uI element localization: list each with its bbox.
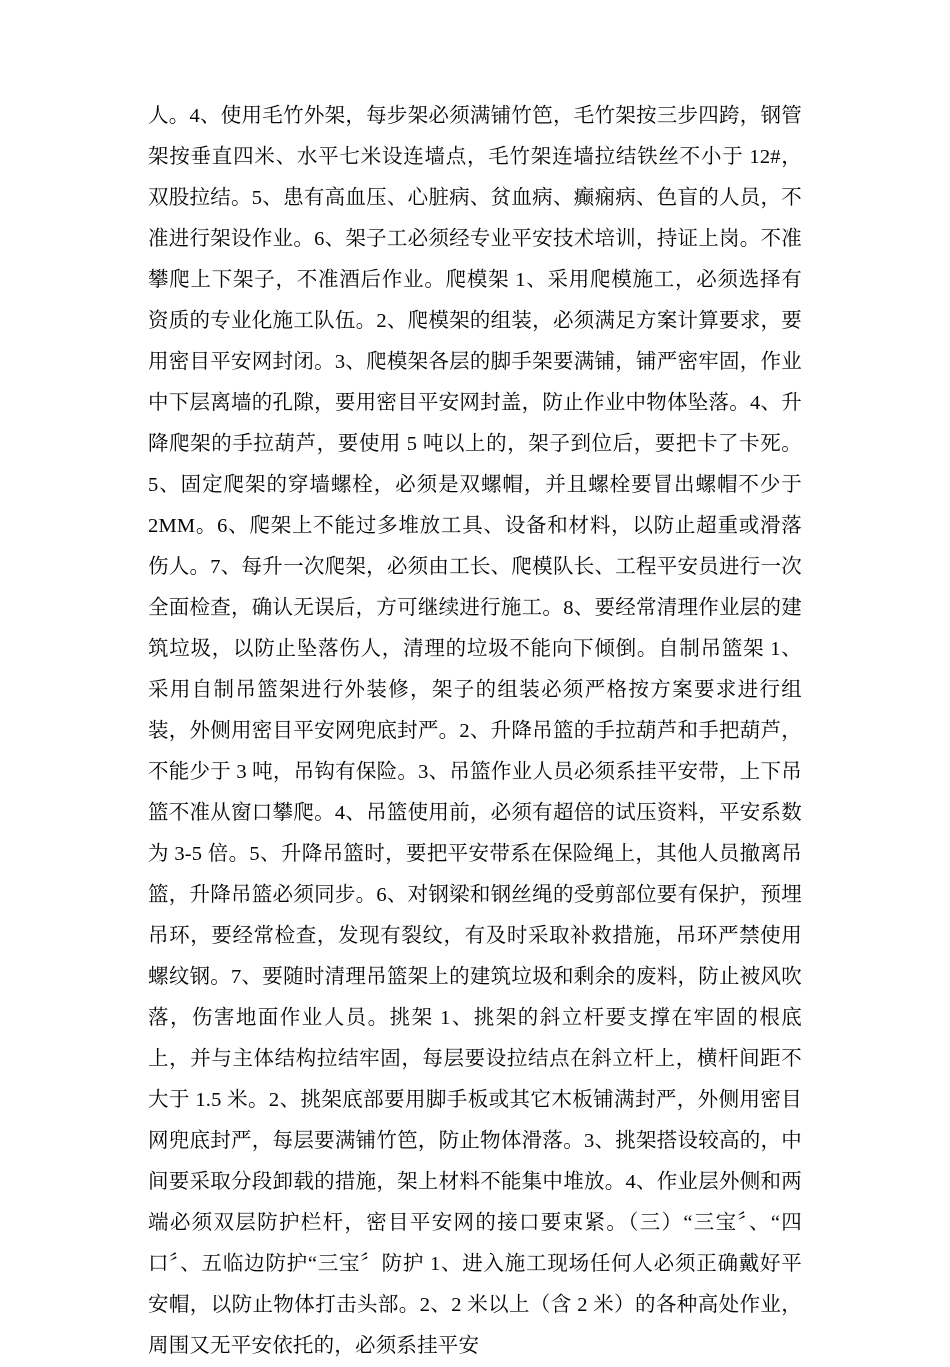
document-body-text (148, 96, 802, 1367)
body-paragraph: 人。4、使用毛竹外架，每步架必须满铺竹笆，毛竹架按三步四跨，钢管架按垂直四米、水平七米设连墙点，毛竹架连墙拉结铁丝不小于 12#，双股拉结。5、患有高血压、心脏病、贫血病、癫痫病、色盲的人员，不准进行架设作业。6、架子工必须经专业平安技术培训，持证上岗。不准攀爬上下架子，不准酒后作业。爬模架 1、采用爬模施工，必须选择有资质的专业化施工队伍。2、爬模架的组装，必须满足方案计算要求，要用密目平安网封闭。3、爬模架各层的脚手架要满铺，铺严密牢固，作业中下层离墙的孔隙，要用密目平安网封盖，防止作业中物体坠落。4、升降爬架的手拉葫芦，要使用 5 吨以上的，架子到位后，要把卡了卡死。5、固定爬架的穿墙螺栓，必须是双螺帽，并且螺栓要冒出螺帽不少于 2MM。6、爬架上不能过多堆放工具、设备和材料，以防止超重或滑落伤人。7、每升一次爬架，必须由工长、爬模队长、工程平安员进行一次全面检查，确认无误后，方可继续进行施工。8、要经常清理作业层的建筑垃圾，以防止坠落伤人，清理的垃圾不能向下倾倒。自制吊篮架 1、采用自制吊篮架进行外装修，架子的组装必须严格按方案要求进行组装，外侧用密目平安网兜底封严。2、升降吊篮的手拉葫芦和手把葫芦，不能少于 3 吨，吊钩有保险。3、吊篮作业人员必须系挂平安带，上下吊篮不准从窗口攀爬。4、吊篮使用前，必须有超倍的试压资料，平安系数为 3-5 倍。5、升降吊篮时，要把平安带系在保险绳上，其他人员撤离吊篮，升降吊篮必须同步。6、对钢梁和钢丝绳的受剪部位要有保护，预埋吊环，要经常检查，发现有裂纹，有及时采取补救措施，吊环严禁使用螺纹钢。7、要随时清理吊篮架上的建筑垃圾和剩余的废料，防止被风吹落，伤害地面作业人员。挑架 1、挑架的斜立杆要支撑在牢固的根底上，并与主体结构拉结牢固，每层要设拉结点在斜立杆上，横杆间距不大于 1.5 米。2、挑架底部要用脚手板或其它木板铺满封严，外侧用密目网兜底封严，每层要满铺竹笆，防止物体滑落。3、挑架搭设较高的，中间要采取分段卸载的措施，架上材料不能集中堆放。4、作业层外侧和两端必须双层防护栏杆，密目平安网的接口要束紧。（三）“三宝〞、“四口〞、五临边防护“三宝〞防护 1、进入施工现场任何人必须正确戴好平安帽，以防止物体打击头部。2、2 米以上（含 2 米）的各种高处作业，周围又无平安依托的，必须系挂平安 (148, 105, 802, 1357)
